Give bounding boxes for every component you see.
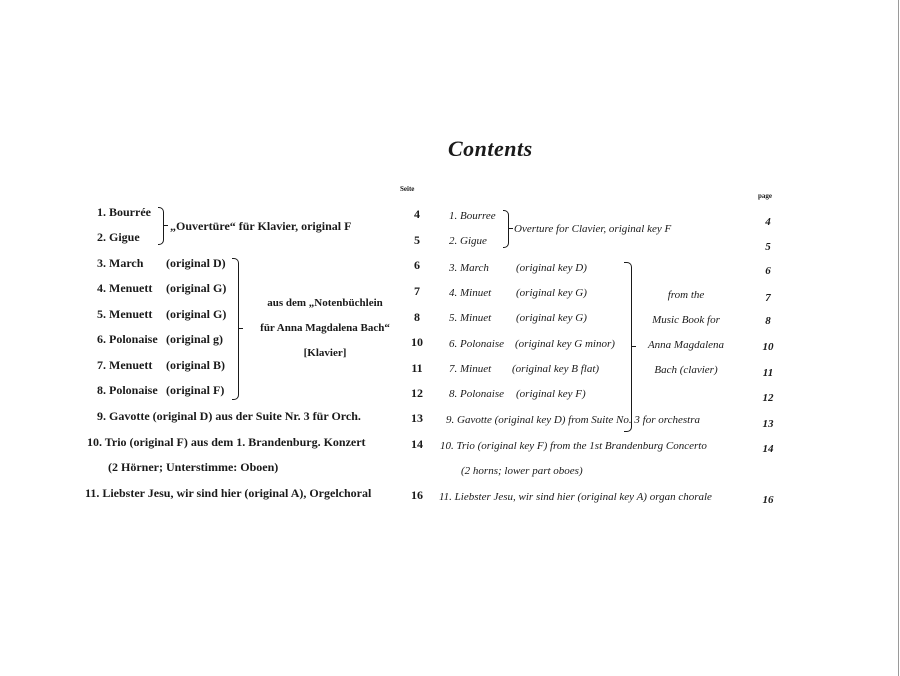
english-entry-title: 11. Liebster Jesu, wir sind hier (original key A) organ chorale bbox=[439, 491, 712, 503]
english-entry-page: 14 bbox=[762, 443, 774, 455]
german-entry-page: 10 bbox=[411, 335, 423, 349]
german-entry-title: 3. March bbox=[97, 256, 144, 270]
english-entry-key: (original key G) bbox=[516, 287, 587, 299]
english-entry-page: 5 bbox=[765, 241, 771, 253]
german-entry-key: (original g) bbox=[166, 332, 223, 346]
english-entry-page: 8 bbox=[765, 315, 771, 327]
german-entry-page: 5 bbox=[414, 233, 420, 247]
german-entry-page: 8 bbox=[414, 310, 420, 324]
english-entry-page: 6 bbox=[765, 265, 771, 277]
english-entry-page: 7 bbox=[765, 292, 771, 304]
german-entry-title: 7. Menuett bbox=[97, 358, 153, 372]
english-entry-page: 16 bbox=[762, 494, 774, 506]
german-entry-page: 7 bbox=[414, 284, 420, 298]
german-page-header: Seite bbox=[400, 185, 415, 193]
english-entry-title: 4. Minuet bbox=[449, 287, 492, 299]
german-entry-title: 4. Menuett bbox=[97, 281, 153, 295]
german-entry-subtitle: (2 Hörner; Unterstimme: Oboen) bbox=[108, 460, 279, 474]
english-group2-note-line: Bach (clavier) bbox=[654, 364, 718, 376]
english-entry-title: 5. Minuet bbox=[449, 312, 492, 324]
german-entry-title: 9. Gavotte (original D) aus der Suite Nr. 3 für Orch. bbox=[97, 409, 361, 423]
english-page-header: page bbox=[758, 192, 772, 200]
english-group2-note-line: from the bbox=[667, 289, 705, 301]
german-entry-title: 10. Trio (original F) aus dem 1. Brandenburg. Konzert bbox=[87, 435, 366, 449]
german-entry-page: 13 bbox=[411, 411, 423, 425]
german-entry-page: 14 bbox=[411, 437, 423, 451]
english-entry-page: 13 bbox=[762, 418, 774, 430]
english-entry-page: 10 bbox=[762, 341, 774, 353]
german-group2-note-line: für Anna Magdalena Bach“ bbox=[260, 322, 390, 334]
page-edge-line bbox=[898, 0, 899, 676]
english-entry-key: (original key F) bbox=[516, 388, 586, 400]
german-group1-note: „Ouvertüre“ für Klavier, original F bbox=[170, 219, 352, 233]
german-group2-note-line: [Klavier] bbox=[303, 347, 347, 359]
german-entry-page: 16 bbox=[411, 488, 423, 502]
group1-brace bbox=[158, 207, 164, 245]
english-group1-note: Overture for Clavier, original key F bbox=[514, 223, 672, 235]
german-entry-page: 4 bbox=[414, 207, 420, 221]
german-entry-title: 11. Liebster Jesu, wir sind hier (original A), Orgelchoral bbox=[85, 486, 372, 500]
english-entry-page: 12 bbox=[762, 392, 774, 404]
german-entry-key: (original D) bbox=[166, 256, 226, 270]
german-entry-key: (original F) bbox=[166, 383, 225, 397]
german-entry-title: 5. Menuett bbox=[97, 307, 153, 321]
english-group2-note-line: Music Book for bbox=[652, 314, 720, 326]
german-entry-title: 8. Polonaise bbox=[97, 383, 158, 397]
german-entry-title: 2. Gigue bbox=[97, 230, 140, 244]
german-group2-note-line: aus dem „Notenbüchlein bbox=[267, 297, 383, 309]
english-group1-brace bbox=[503, 210, 509, 248]
english-entry-title: 2. Gigue bbox=[449, 235, 487, 247]
german-entry-page: 6 bbox=[414, 258, 420, 272]
english-entry-title: 1. Bourree bbox=[449, 210, 496, 222]
german-entry-page: 11 bbox=[411, 361, 423, 375]
english-entry-title: 8. Polonaise bbox=[449, 388, 504, 400]
german-entry-key: (original B) bbox=[166, 358, 225, 372]
german-entry-page: 12 bbox=[411, 386, 423, 400]
group2-brace bbox=[232, 258, 239, 400]
english-entry-key: (original key D) bbox=[516, 262, 587, 274]
english-entry-title: 10. Trio (original key F) from the 1st Brandenburg Concerto bbox=[440, 440, 707, 452]
german-entry-key: (original G) bbox=[166, 281, 227, 295]
german-entry-key: (original G) bbox=[166, 307, 227, 321]
english-entry-key: (original key G minor) bbox=[515, 338, 615, 350]
german-entry-title: 6. Polonaise bbox=[97, 332, 158, 346]
german-entry-title: 1. Bourrée bbox=[97, 205, 151, 219]
english-entry-key: (original key G) bbox=[516, 312, 587, 324]
english-entry-title: 3. March bbox=[449, 262, 489, 274]
english-group2-note-line: Anna Magdalena bbox=[647, 339, 725, 351]
english-entry-title: 6. Polonaise bbox=[449, 338, 504, 350]
english-entry-page: 4 bbox=[765, 216, 771, 228]
english-entry-page: 11 bbox=[762, 367, 774, 379]
english-entry-title: 7. Minuet bbox=[449, 363, 492, 375]
english-entry-key: (original key B flat) bbox=[512, 363, 600, 375]
english-entry-subtitle: (2 horns; lower part oboes) bbox=[461, 465, 583, 477]
english-entry-title: 9. Gavotte (original key D) from Suite No. 3 for orchestra bbox=[446, 414, 700, 426]
page-title: Contents bbox=[448, 136, 533, 161]
